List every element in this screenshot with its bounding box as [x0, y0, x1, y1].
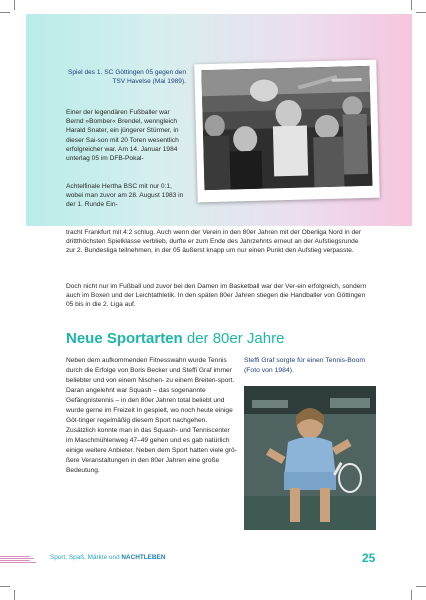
crop-mark	[416, 586, 426, 587]
football-photo-frame	[194, 60, 380, 203]
section-heading-rest: der 80er Jahre	[182, 330, 285, 347]
footer-chapter-text: Sport, Spaß, Märkte und	[50, 554, 122, 561]
crop-mark	[416, 12, 426, 13]
football-match-photo	[201, 66, 372, 190]
photo-caption-steffi: Steffi Graf sorgte für einen Tennis-Boom (Foto von 1984).	[244, 357, 366, 374]
page-number: 25	[362, 551, 376, 565]
crop-mark	[0, 586, 10, 587]
paragraph-football-3: tracht Frankfurt mit 4:2 schlug. Auch wenn der Verein in den 80er Jahren mit der Oberliga Nord in der drittthöchsten Spielklasse verblieb, durfte er zum Ende des Jahrzehnts erneut an der Aufstiegsrunde zur 2. Bundesliga teilnehmen, in der 05 äußerst knapp um nur einen Punkt den Aufstieg verpasste.	[66, 229, 362, 255]
paragraph-football-2: Achtelfinale Hertha BSC mit nur 0:1, wobei man zuvor am 28. August 1983 in der 1. Runde Ein-	[66, 183, 184, 209]
crop-mark	[14, 590, 15, 600]
footer-chapter-label	[50, 554, 165, 562]
crop-mark	[14, 0, 15, 10]
crop-mark	[411, 590, 412, 600]
paragraph-football-1: Einer der legendären Fußballer war Bernd »Bomber« Brendel, wenngleich Harald Snater, ein jüngerer Stürmer, in dieser Sai-son mit 20 Toren wesentlich erfolgreicher war. Am 14. Januar 1984 unterlag 05 im DFB-Pokal-	[66, 109, 179, 163]
section-heading	[66, 330, 284, 348]
crop-mark	[411, 0, 412, 10]
footer-decoration-lines	[0, 556, 36, 564]
tennis-player-photo	[244, 386, 376, 530]
photo-caption-match: Spiel des 1. SC Göttingen 05 gegen den TSV Havelse (Mai 1989).	[67, 69, 186, 85]
footer-chapter-bold: NACHTLEBEN	[121, 554, 166, 561]
crop-mark	[0, 12, 10, 13]
paragraph-other-sports: Doch nicht nur im Fußball und zuvor bei den Damen im Basketball war der Ver-ein erfolgreich, sondern auch im Boxen und der Leichtathletik. In den späten 80er Jahren stiegen die Handballer von Göttingen 05 bis in die 2. Liga auf.	[66, 283, 367, 309]
football-crowd-illustration	[201, 66, 372, 190]
section-heading-bold: Neue Sportarten	[66, 330, 183, 347]
paragraph-new-sports: Neben dem aufkommenden Fitnesswahn wurde Tennis durch die Erfolge von Boris Becker und Steffi Graf immer beliebter und von einem Nischen- zu einem Breiten-sport. Daran angelehnt war Squash – das sogenannte Gefängnistennis – in den 80er Jahren total beliebt und wurde gerne im Freizeit In gespielt, wo noch heute einige Göt-tinger regelmäßig diesem Sport nachgehen. Zusätzlich konnte man in das Squash- und Tenniscenter im Maschmühlenweg 47–49 gehen und es gab natürlich einige weitere Anbieter. Neben dem Sport hatten viele grö-ßere Veranstaltungen in den 80er Jahren eine große Bedeutung.	[66, 357, 237, 474]
tennis-player-illustration	[244, 386, 376, 530]
